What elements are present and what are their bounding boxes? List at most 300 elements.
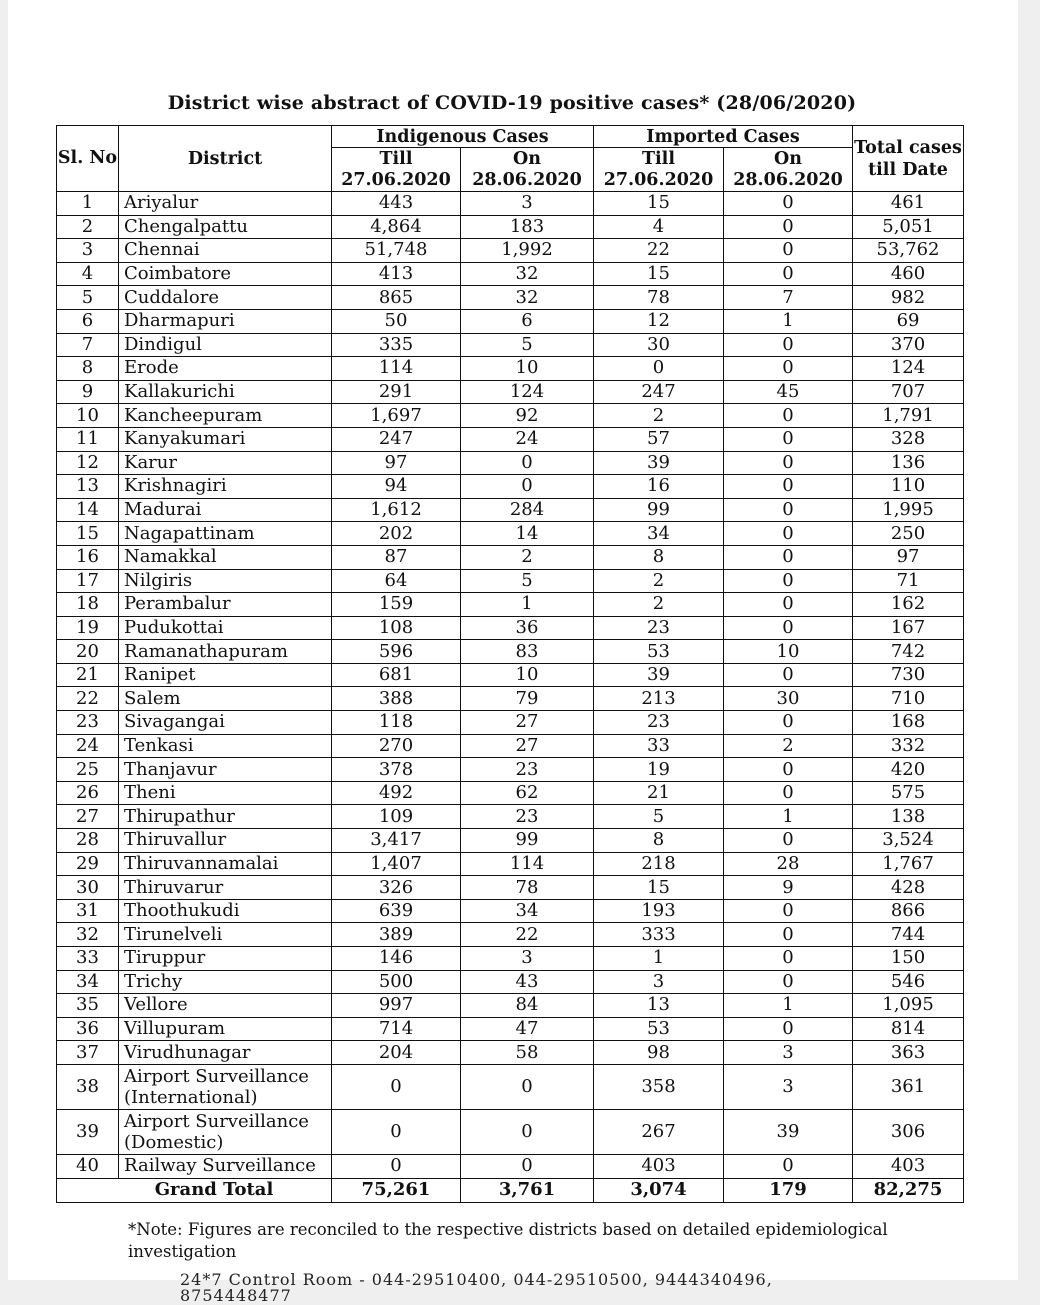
- cell-imported-on: 0: [724, 947, 853, 971]
- grand-total-row: [57, 1178, 964, 1202]
- cell-indigenous-on: 62: [461, 781, 594, 805]
- cell-district: Kallakurichi: [119, 380, 332, 404]
- cell-indigenous-on: 5: [461, 333, 594, 357]
- cell-total: 420: [853, 758, 964, 782]
- cell-indigenous-on: 0: [461, 451, 594, 475]
- cell-indigenous-on: 183: [461, 215, 594, 239]
- cell-total: 370: [853, 333, 964, 357]
- cell-indigenous-till: 270: [332, 734, 461, 758]
- cell-imported-on: 39: [724, 1109, 853, 1154]
- cell-sl-no: 1: [57, 192, 119, 216]
- table-row: [57, 404, 964, 428]
- cell-imported-till: 8: [594, 829, 724, 853]
- cell-indigenous-on: 1: [461, 593, 594, 617]
- cell-total: 403: [853, 1154, 964, 1178]
- cell-total: 250: [853, 522, 964, 546]
- table-body: [57, 192, 964, 1179]
- cell-imported-till: 19: [594, 758, 724, 782]
- cell-district: Coimbatore: [119, 262, 332, 286]
- cell-imported-till: 78: [594, 286, 724, 310]
- cell-imported-on: 0: [724, 545, 853, 569]
- cell-indigenous-on: 99: [461, 829, 594, 853]
- cell-sl-no: 14: [57, 498, 119, 522]
- table-row: [57, 758, 964, 782]
- cell-imported-till: 8: [594, 545, 724, 569]
- cell-imported-till: 2: [594, 404, 724, 428]
- cell-imported-on: 3: [724, 1064, 853, 1109]
- cell-imported-till: 5: [594, 805, 724, 829]
- cell-imported-till: 1: [594, 947, 724, 971]
- cell-imported-on: 0: [724, 215, 853, 239]
- cell-imported-till: 15: [594, 876, 724, 900]
- cell-indigenous-on: 5: [461, 569, 594, 593]
- footnote: *Note: Figures are reconciled to the respective districts based on detailed epidemiological investigation: [128, 1220, 888, 1261]
- cell-sl-no: 20: [57, 640, 119, 664]
- cell-indigenous-till: 4,864: [332, 215, 461, 239]
- cell-district: Theni: [119, 781, 332, 805]
- cell-imported-on: 1: [724, 805, 853, 829]
- cell-total: 1,791: [853, 404, 964, 428]
- cell-total: 1,095: [853, 994, 964, 1018]
- cell-total: 744: [853, 923, 964, 947]
- cell-district: Dharmapuri: [119, 309, 332, 333]
- cell-indigenous-till: 51,748: [332, 239, 461, 263]
- cell-indigenous-till: 378: [332, 758, 461, 782]
- cell-imported-on: 0: [724, 333, 853, 357]
- cell-indigenous-on: 22: [461, 923, 594, 947]
- cell-district: Karur: [119, 451, 332, 475]
- cell-total: 5,051: [853, 215, 964, 239]
- cell-district: Namakkal: [119, 545, 332, 569]
- cell-indigenous-till: 1,697: [332, 404, 461, 428]
- table-row: [57, 1017, 964, 1041]
- cell-indigenous-till: 114: [332, 357, 461, 381]
- cell-imported-on: 0: [724, 451, 853, 475]
- cell-sl-no: 23: [57, 711, 119, 735]
- cell-indigenous-till: 413: [332, 262, 461, 286]
- cell-total: 428: [853, 876, 964, 900]
- table-row: [57, 593, 964, 617]
- cell-imported-on: 0: [724, 498, 853, 522]
- cell-imported-on: 0: [724, 829, 853, 853]
- cell-indigenous-till: 146: [332, 947, 461, 971]
- table-row: [57, 498, 964, 522]
- cell-district: Krishnagiri: [119, 475, 332, 499]
- grand-total-ind-on: 3,761: [461, 1178, 594, 1202]
- cell-total: 363: [853, 1041, 964, 1065]
- table-row: [57, 805, 964, 829]
- cell-total: 71: [853, 569, 964, 593]
- cell-sl-no: 29: [57, 852, 119, 876]
- cell-sl-no: 32: [57, 923, 119, 947]
- cell-district: Thanjavur: [119, 758, 332, 782]
- cell-indigenous-till: 50: [332, 309, 461, 333]
- cell-imported-till: 57: [594, 427, 724, 451]
- cell-total: 982: [853, 286, 964, 310]
- cell-imported-till: 22: [594, 239, 724, 263]
- cell-indigenous-till: 443: [332, 192, 461, 216]
- cell-total: 710: [853, 687, 964, 711]
- cell-indigenous-on: 24: [461, 427, 594, 451]
- header-imp-on: On: [724, 148, 853, 170]
- table-row: [57, 215, 964, 239]
- cell-district: Tenkasi: [119, 734, 332, 758]
- cell-sl-no: 37: [57, 1041, 119, 1065]
- grand-total-ind-till: 75,261: [332, 1178, 461, 1202]
- cell-total: 136: [853, 451, 964, 475]
- cell-indigenous-till: 159: [332, 593, 461, 617]
- cell-total: 460: [853, 262, 964, 286]
- cell-district: Chennai: [119, 239, 332, 263]
- cell-indigenous-on: 0: [461, 1109, 594, 1154]
- cell-imported-on: 0: [724, 427, 853, 451]
- cell-indigenous-till: 0: [332, 1064, 461, 1109]
- cell-sl-no: 28: [57, 829, 119, 853]
- cell-total: 306: [853, 1109, 964, 1154]
- cell-imported-on: 0: [724, 404, 853, 428]
- cell-total: 167: [853, 616, 964, 640]
- cell-indigenous-on: 0: [461, 475, 594, 499]
- cell-imported-on: 0: [724, 357, 853, 381]
- cell-indigenous-till: 997: [332, 994, 461, 1018]
- cell-imported-on: 7: [724, 286, 853, 310]
- cell-imported-till: 2: [594, 569, 724, 593]
- cell-imported-on: 28: [724, 852, 853, 876]
- table-row: [57, 357, 964, 381]
- cell-sl-no: 21: [57, 663, 119, 687]
- cell-imported-till: 39: [594, 663, 724, 687]
- cell-sl-no: 4: [57, 262, 119, 286]
- cell-indigenous-on: 27: [461, 711, 594, 735]
- cell-district: Ariyalur: [119, 192, 332, 216]
- cell-total: 1,995: [853, 498, 964, 522]
- cell-imported-on: 0: [724, 593, 853, 617]
- cell-imported-on: 1: [724, 309, 853, 333]
- cell-indigenous-till: 639: [332, 899, 461, 923]
- cell-sl-no: 7: [57, 333, 119, 357]
- cell-imported-on: 0: [724, 239, 853, 263]
- header-district: District: [119, 126, 332, 192]
- cell-sl-no: 38: [57, 1064, 119, 1109]
- cell-indigenous-on: 10: [461, 357, 594, 381]
- cell-sl-no: 18: [57, 593, 119, 617]
- table-row: [57, 734, 964, 758]
- header-ind-till: Till: [332, 148, 461, 170]
- cell-indigenous-till: 492: [332, 781, 461, 805]
- cell-imported-on: 10: [724, 640, 853, 664]
- cell-sl-no: 24: [57, 734, 119, 758]
- table-row: [57, 192, 964, 216]
- footer-cutoff-text: 24*7 Control Room - 044-29510400, 044-29510500, 9444340496, 8754448477: [180, 1270, 773, 1305]
- cell-district: Kanyakumari: [119, 427, 332, 451]
- cell-district: Thiruvarur: [119, 876, 332, 900]
- cell-imported-on: 0: [724, 616, 853, 640]
- table-row: [57, 947, 964, 971]
- cell-indigenous-till: 109: [332, 805, 461, 829]
- cell-indigenous-till: 714: [332, 1017, 461, 1041]
- cell-district: Perambalur: [119, 593, 332, 617]
- cell-sl-no: 31: [57, 899, 119, 923]
- table-row: [57, 380, 964, 404]
- header-imported: Imported Cases: [594, 126, 853, 148]
- header-total: Total cases till Date: [853, 126, 964, 192]
- cell-indigenous-on: 2: [461, 545, 594, 569]
- table-row: [57, 522, 964, 546]
- header-ind-on-date: 28.06.2020: [461, 170, 594, 192]
- cell-imported-on: 0: [724, 1154, 853, 1178]
- table-row: [57, 262, 964, 286]
- cell-indigenous-on: 79: [461, 687, 594, 711]
- cell-sl-no: 39: [57, 1109, 119, 1154]
- cell-total: 110: [853, 475, 964, 499]
- table-row: [57, 899, 964, 923]
- header-imp-on-date: 28.06.2020: [724, 170, 853, 192]
- cell-imported-till: 30: [594, 333, 724, 357]
- table-row: [57, 640, 964, 664]
- cell-indigenous-on: 27: [461, 734, 594, 758]
- cell-district: Nilgiris: [119, 569, 332, 593]
- cell-indigenous-till: 118: [332, 711, 461, 735]
- cell-district: Thirupathur: [119, 805, 332, 829]
- cell-indigenous-on: 14: [461, 522, 594, 546]
- cases-table: [56, 125, 964, 1203]
- cell-indigenous-on: 43: [461, 970, 594, 994]
- cell-indigenous-on: 3: [461, 192, 594, 216]
- cell-indigenous-on: 124: [461, 380, 594, 404]
- cell-imported-till: 53: [594, 640, 724, 664]
- cell-imported-till: 39: [594, 451, 724, 475]
- cell-total: 124: [853, 357, 964, 381]
- cell-indigenous-on: 36: [461, 616, 594, 640]
- cell-imported-till: 0: [594, 357, 724, 381]
- cell-imported-till: 99: [594, 498, 724, 522]
- header-sl-no: Sl. No: [57, 126, 119, 192]
- table-row: [57, 1041, 964, 1065]
- cell-imported-till: 218: [594, 852, 724, 876]
- cell-sl-no: 27: [57, 805, 119, 829]
- cell-imported-till: 403: [594, 1154, 724, 1178]
- cell-total: 730: [853, 663, 964, 687]
- cell-imported-on: 30: [724, 687, 853, 711]
- cell-indigenous-till: 388: [332, 687, 461, 711]
- table-row: [57, 994, 964, 1018]
- table-row: [57, 1109, 964, 1154]
- table-row: [57, 687, 964, 711]
- cell-sl-no: 2: [57, 215, 119, 239]
- cell-sl-no: 33: [57, 947, 119, 971]
- cell-imported-on: 3: [724, 1041, 853, 1065]
- cell-imported-on: 0: [724, 663, 853, 687]
- cell-total: 3,524: [853, 829, 964, 853]
- cell-district: Thoothukudi: [119, 899, 332, 923]
- table-row: [57, 970, 964, 994]
- cell-total: 150: [853, 947, 964, 971]
- cell-total: 575: [853, 781, 964, 805]
- cell-indigenous-on: 284: [461, 498, 594, 522]
- cell-district: Tirunelveli: [119, 923, 332, 947]
- cell-district: Virudhunagar: [119, 1041, 332, 1065]
- cell-imported-on: 2: [724, 734, 853, 758]
- cell-district: Chengalpattu: [119, 215, 332, 239]
- table-row: [57, 876, 964, 900]
- cell-imported-till: 12: [594, 309, 724, 333]
- header-ind-on: On: [461, 148, 594, 170]
- header-imp-till-date: 27.06.2020: [594, 170, 724, 192]
- cell-total: 546: [853, 970, 964, 994]
- table-row: [57, 239, 964, 263]
- cell-indigenous-on: 32: [461, 286, 594, 310]
- cell-sl-no: 15: [57, 522, 119, 546]
- cell-indigenous-on: 34: [461, 899, 594, 923]
- table-row: [57, 663, 964, 687]
- cell-sl-no: 12: [57, 451, 119, 475]
- cell-indigenous-till: 596: [332, 640, 461, 664]
- cell-sl-no: 35: [57, 994, 119, 1018]
- cell-indigenous-till: 204: [332, 1041, 461, 1065]
- grand-total-imp-on: 179: [724, 1178, 853, 1202]
- grand-total-imp-till: 3,074: [594, 1178, 724, 1202]
- cell-sl-no: 8: [57, 357, 119, 381]
- cell-sl-no: 10: [57, 404, 119, 428]
- cell-indigenous-on: 78: [461, 876, 594, 900]
- cell-district: Vellore: [119, 994, 332, 1018]
- cell-indigenous-till: 1,407: [332, 852, 461, 876]
- cell-indigenous-on: 58: [461, 1041, 594, 1065]
- cell-imported-on: 0: [724, 475, 853, 499]
- cell-district: Trichy: [119, 970, 332, 994]
- cell-imported-till: 23: [594, 616, 724, 640]
- cell-imported-on: 1: [724, 994, 853, 1018]
- cell-imported-till: 4: [594, 215, 724, 239]
- grand-total-label: Grand Total: [57, 1178, 332, 1202]
- cell-sl-no: 3: [57, 239, 119, 263]
- cell-imported-on: 0: [724, 781, 853, 805]
- cell-imported-till: 13: [594, 994, 724, 1018]
- cell-imported-on: 0: [724, 923, 853, 947]
- cell-indigenous-till: 335: [332, 333, 461, 357]
- cell-total: 69: [853, 309, 964, 333]
- cell-district: Nagapattinam: [119, 522, 332, 546]
- cell-indigenous-on: 47: [461, 1017, 594, 1041]
- table-row: [57, 333, 964, 357]
- table-row: [57, 427, 964, 451]
- cell-indigenous-till: 94: [332, 475, 461, 499]
- table-row: [57, 286, 964, 310]
- cell-imported-on: 0: [724, 758, 853, 782]
- cell-imported-on: 0: [724, 899, 853, 923]
- cell-total: 138: [853, 805, 964, 829]
- cell-indigenous-till: 681: [332, 663, 461, 687]
- table-row: [57, 569, 964, 593]
- cell-indigenous-till: 87: [332, 545, 461, 569]
- cell-imported-till: 3: [594, 970, 724, 994]
- cell-indigenous-till: 0: [332, 1154, 461, 1178]
- cell-district: Thiruvannamalai: [119, 852, 332, 876]
- cell-district: Dindigul: [119, 333, 332, 357]
- cell-indigenous-till: 291: [332, 380, 461, 404]
- cell-district: Railway Surveillance: [119, 1154, 332, 1178]
- cell-imported-till: 333: [594, 923, 724, 947]
- cell-imported-till: 358: [594, 1064, 724, 1109]
- cell-indigenous-till: 202: [332, 522, 461, 546]
- cell-sl-no: 13: [57, 475, 119, 499]
- cell-imported-till: 98: [594, 1041, 724, 1065]
- cell-indigenous-on: 1,992: [461, 239, 594, 263]
- cell-indigenous-on: 23: [461, 758, 594, 782]
- cell-imported-till: 53: [594, 1017, 724, 1041]
- cell-imported-till: 15: [594, 192, 724, 216]
- cell-sl-no: 17: [57, 569, 119, 593]
- table-row: [57, 711, 964, 735]
- cell-total: 742: [853, 640, 964, 664]
- cell-imported-till: 267: [594, 1109, 724, 1154]
- cell-district: Kancheepuram: [119, 404, 332, 428]
- cell-total: 361: [853, 1064, 964, 1109]
- cell-district: Salem: [119, 687, 332, 711]
- cell-imported-on: 0: [724, 192, 853, 216]
- cell-imported-on: 0: [724, 970, 853, 994]
- cell-imported-till: 15: [594, 262, 724, 286]
- cell-indigenous-on: 0: [461, 1064, 594, 1109]
- cell-district: Villupuram: [119, 1017, 332, 1041]
- cell-imported-on: 0: [724, 522, 853, 546]
- cell-imported-on: 0: [724, 569, 853, 593]
- cell-district: Tiruppur: [119, 947, 332, 971]
- cell-sl-no: 26: [57, 781, 119, 805]
- table-row: [57, 475, 964, 499]
- cell-total: 814: [853, 1017, 964, 1041]
- cell-imported-on: 45: [724, 380, 853, 404]
- cell-total: 461: [853, 192, 964, 216]
- cell-indigenous-till: 500: [332, 970, 461, 994]
- table-row: [57, 923, 964, 947]
- cell-indigenous-on: 6: [461, 309, 594, 333]
- table-row: [57, 1154, 964, 1178]
- cell-district: Madurai: [119, 498, 332, 522]
- cell-total: 332: [853, 734, 964, 758]
- cell-indigenous-on: 23: [461, 805, 594, 829]
- cell-imported-till: 16: [594, 475, 724, 499]
- cell-indigenous-till: 389: [332, 923, 461, 947]
- cell-indigenous-till: 1,612: [332, 498, 461, 522]
- cell-imported-till: 193: [594, 899, 724, 923]
- cell-sl-no: 40: [57, 1154, 119, 1178]
- cell-total: 168: [853, 711, 964, 735]
- cell-imported-till: 213: [594, 687, 724, 711]
- header-indigenous: Indigenous Cases: [332, 126, 594, 148]
- table-row: [57, 1064, 964, 1109]
- cell-total: 1,767: [853, 852, 964, 876]
- table-row: [57, 829, 964, 853]
- table-row: [57, 781, 964, 805]
- cell-sl-no: 19: [57, 616, 119, 640]
- cell-imported-till: 2: [594, 593, 724, 617]
- cell-district: Ramanathapuram: [119, 640, 332, 664]
- cell-imported-till: 23: [594, 711, 724, 735]
- cell-sl-no: 6: [57, 309, 119, 333]
- table-row: [57, 309, 964, 333]
- cell-indigenous-till: 326: [332, 876, 461, 900]
- header-ind-till-date: 27.06.2020: [332, 170, 461, 192]
- cell-imported-till: 21: [594, 781, 724, 805]
- header-imp-till: Till: [594, 148, 724, 170]
- table-row: [57, 616, 964, 640]
- cell-sl-no: 25: [57, 758, 119, 782]
- cell-total: 328: [853, 427, 964, 451]
- cell-indigenous-till: 108: [332, 616, 461, 640]
- cell-indigenous-till: 865: [332, 286, 461, 310]
- cell-total: 162: [853, 593, 964, 617]
